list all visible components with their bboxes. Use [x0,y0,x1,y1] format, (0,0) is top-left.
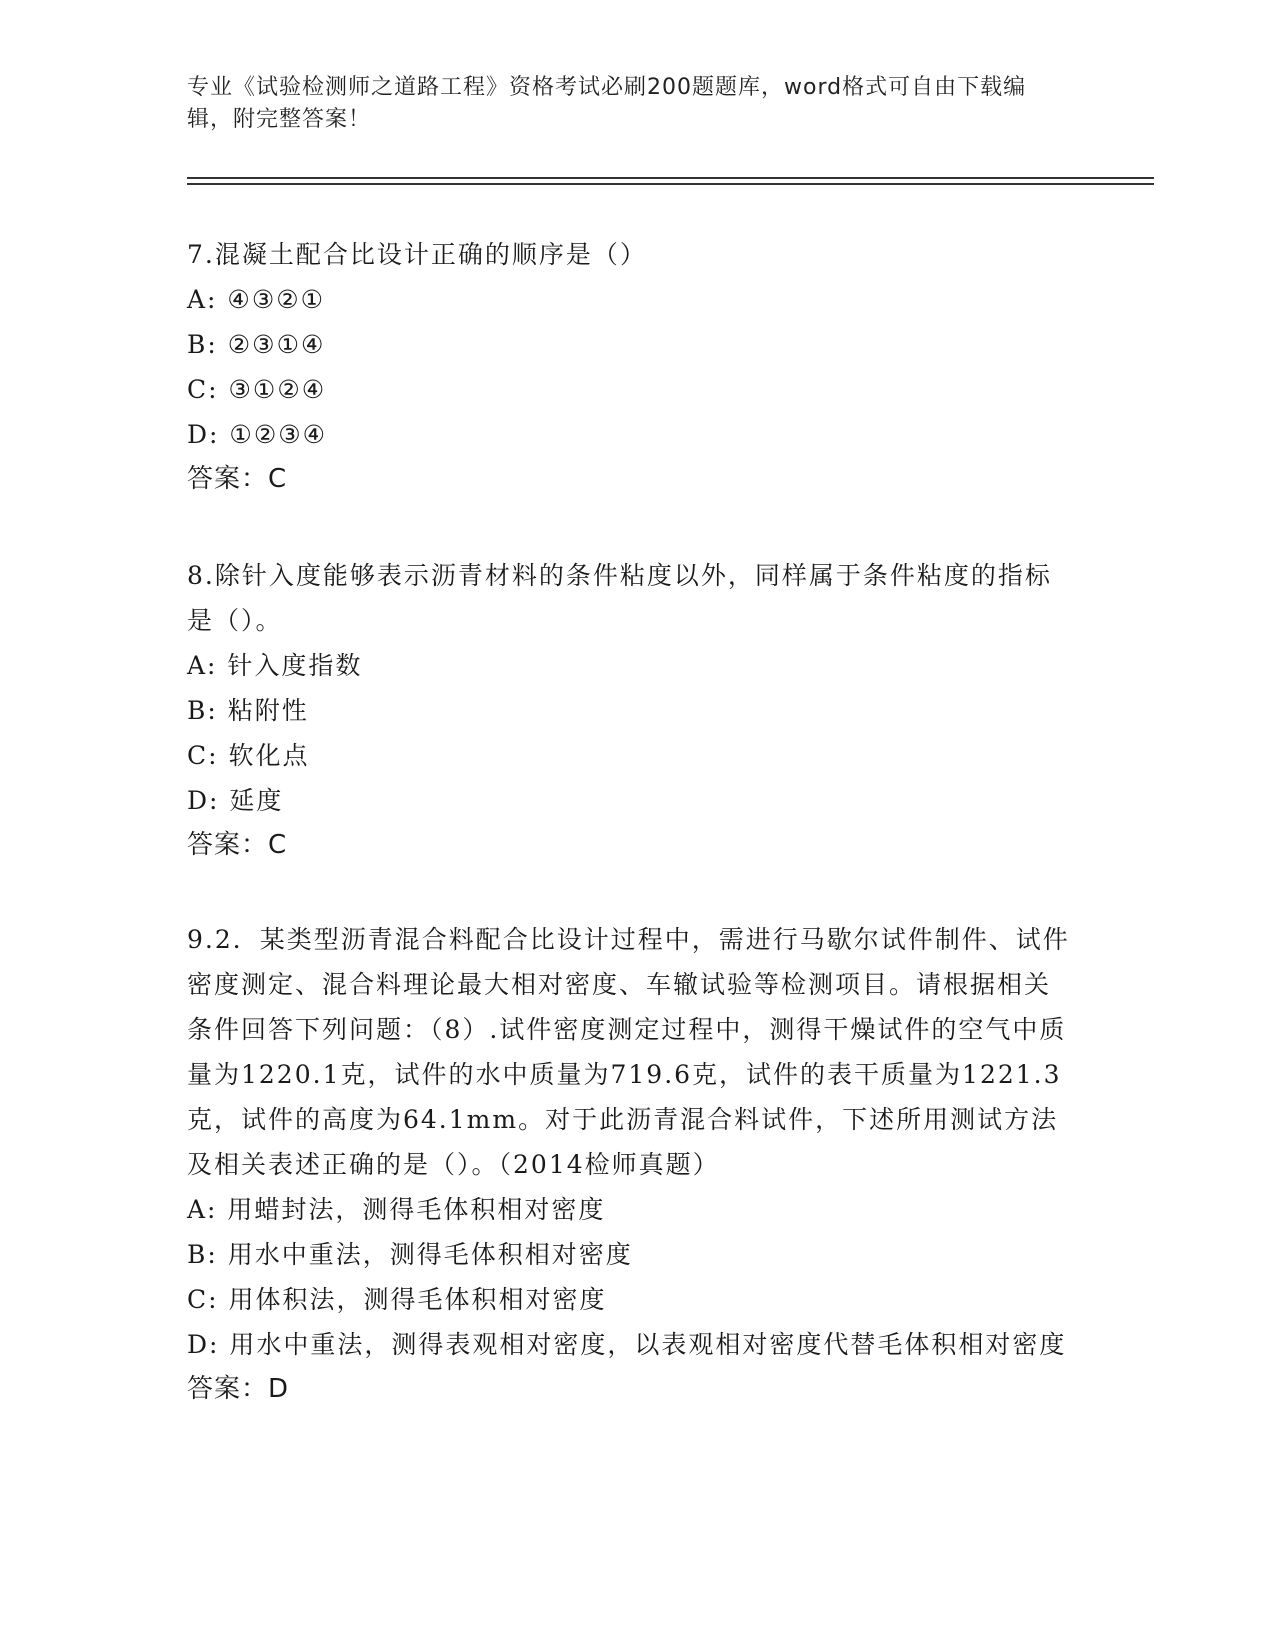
document-header: 专业《试验检测师之道路工程》资格考试必刷200题题库，word格式可自由下载编辑，附完整答案！ [187,75,1027,132]
option-a: A: 用蜡封法，测得毛体积相对密度 [187,1195,606,1224]
option-a: A: ④③②① [187,285,326,314]
header-divider-top [187,177,1154,179]
option-d: D: ①②③④ [187,420,328,449]
answer-line: 答案：C [187,830,288,860]
header-divider-bottom [187,183,1154,185]
option-d: D: 延度 [187,786,284,815]
option-a: A: 针入度指数 [187,651,363,680]
question-7 [187,232,1077,502]
option-d: D: 用水中重法，测得表观相对密度，以表观相对密度代替毛体积相对密度 [187,1330,1067,1359]
question-stem: 7.混凝土配合比设计正确的顺序是（） [187,240,647,269]
option-b: B: ②③①④ [187,330,326,359]
option-c: C: 软化点 [187,741,310,770]
answer-line: 答案：C [187,464,288,494]
question-stem: 9.2．某类型沥青混合料配合比设计过程中，需进行马歇尔试件制件、试件密度测定、混合料理论最大相对密度、车辙试验等检测项目。请根据相关条件回答下列问题：（8）.试件密度测定过程中，测得干燥试件的空气中质量为1220.1克，试件的水中质量为719.6克，试件的表干质量为1221.3克，试件的高度为64.1mm。对于此沥青混合料试件，下述所用测试方法及相关表述正确的是（）。（2014检师真题） [187,925,1070,1179]
option-c: C: ③①②④ [187,375,327,404]
option-b: B: 粘附性 [187,696,309,725]
question-stem: 8.除针入度能够表示沥青材料的条件粘度以外，同样属于条件粘度的指标是（）。 [187,561,1052,635]
answer-line: 答案：D [187,1374,290,1404]
option-c: C: 用体积法，测得毛体积相对密度 [187,1285,607,1314]
question-9 [187,917,1077,1412]
option-b: B: 用水中重法，测得毛体积相对密度 [187,1240,633,1269]
question-8 [187,553,1077,868]
